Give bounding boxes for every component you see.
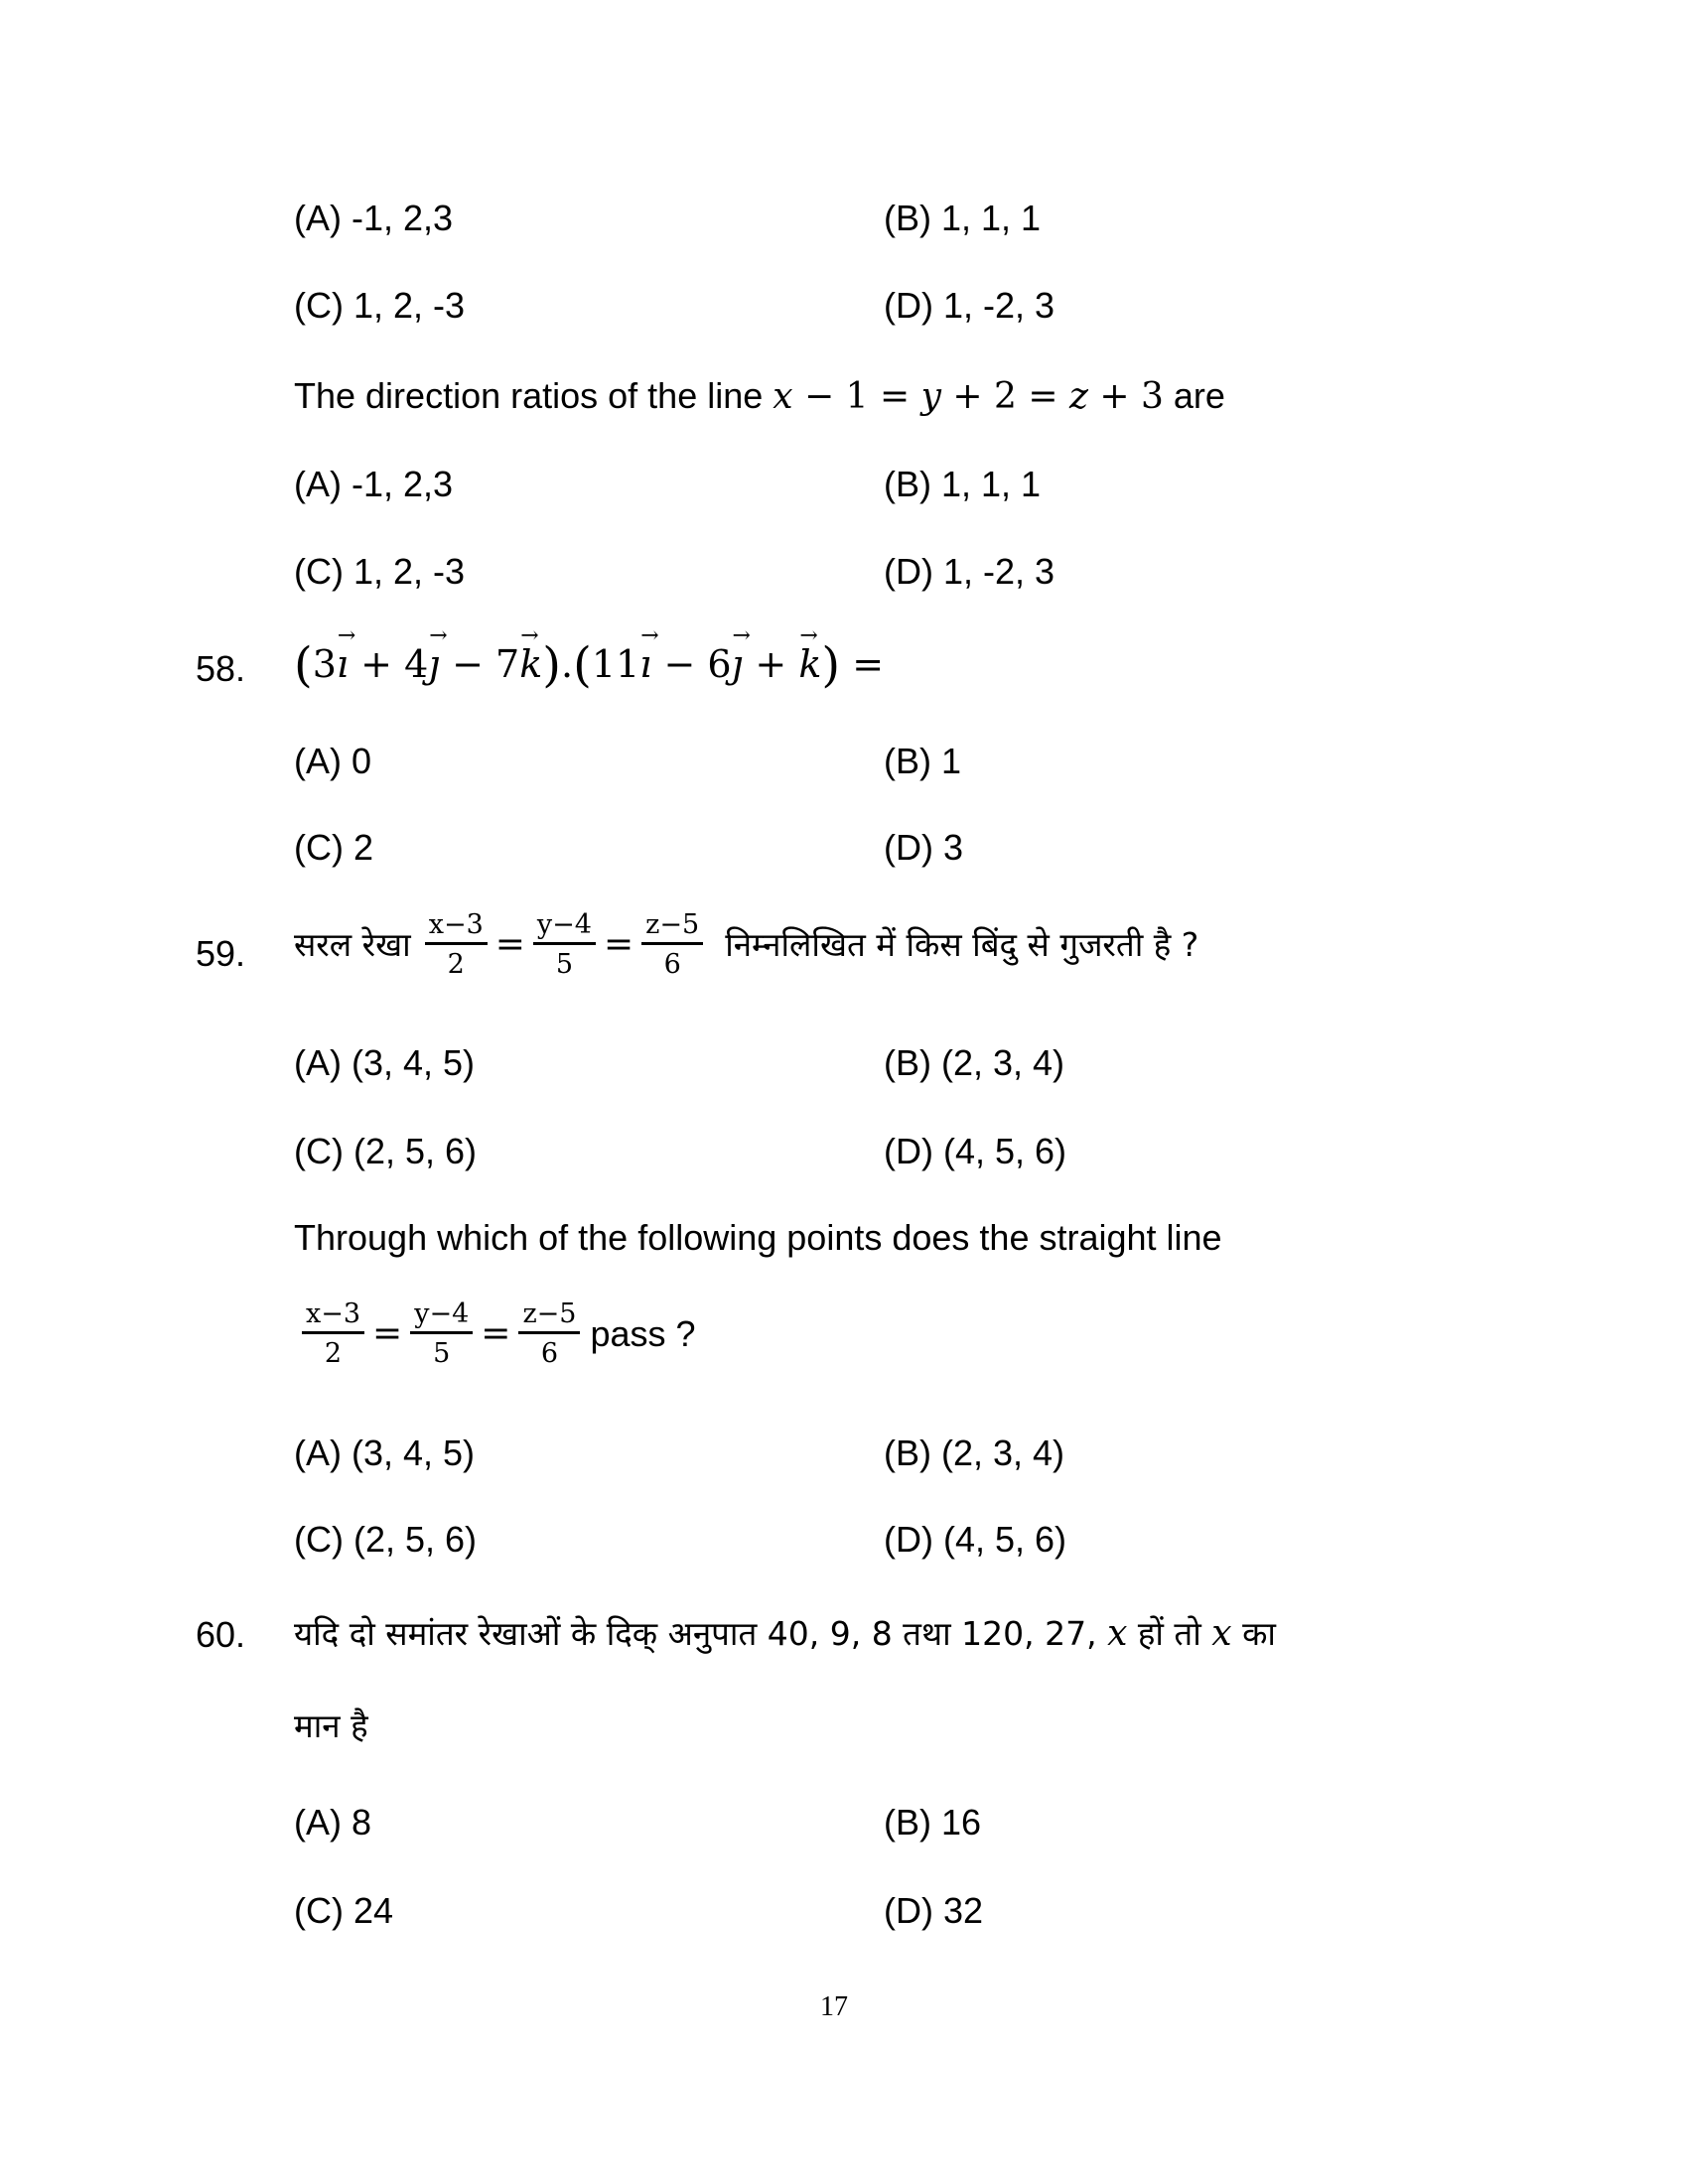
paren: (	[294, 637, 313, 693]
var-z: z	[1068, 376, 1088, 417]
numerator: y−4	[533, 911, 596, 945]
fraction	[533, 911, 596, 978]
question-number: 58.	[196, 648, 246, 689]
option-a: (A) (3, 4, 5)	[294, 1433, 476, 1473]
option-a: (A) 0	[294, 741, 372, 781]
hindi-text: यदि दो समांतर रेखाओं के दिक् अनुपात 40, 9, 8 तथा 120, 27,	[294, 1614, 1108, 1653]
fraction	[425, 911, 488, 978]
fraction	[302, 1300, 364, 1367]
paren: )	[821, 637, 841, 693]
coef: 11	[591, 642, 640, 686]
denominator: 6	[663, 949, 681, 980]
fraction	[410, 1300, 473, 1367]
numerator: z−5	[641, 911, 703, 945]
option-b: (B) (2, 3, 4)	[884, 1433, 1065, 1473]
option-d: (D) (4, 5, 6)	[884, 1519, 1067, 1560]
denominator: 6	[540, 1338, 559, 1369]
option-c: (C) (2, 5, 6)	[294, 1519, 478, 1560]
var-x: x	[773, 376, 793, 417]
option-a: (A) 8	[294, 1802, 372, 1843]
question-60-hindi-line1	[294, 1615, 1276, 1652]
option-d: (D) (4, 5, 6)	[884, 1131, 1067, 1171]
var-y: y	[920, 376, 941, 417]
op: + 4	[349, 642, 429, 686]
option-b: (B) 1, 1, 1	[884, 198, 1042, 238]
question-number: 60.	[196, 1614, 246, 1655]
equals: =	[603, 923, 634, 965]
eq-part: + 2 =	[940, 376, 1069, 417]
question-59-hindi-text	[294, 911, 1198, 978]
equals: =	[372, 1312, 403, 1354]
dot-operator: .	[561, 642, 574, 686]
denominator: 5	[555, 949, 574, 980]
question-58-expression	[294, 637, 885, 693]
question-59-english-line1: Through which of the following points does the straight line	[294, 1217, 1222, 1258]
var-x: x	[1107, 1613, 1128, 1654]
paren: (	[573, 637, 592, 693]
denominator: 2	[324, 1338, 343, 1369]
option-b: (B) 1, 1, 1	[884, 464, 1042, 504]
vector-k: → k	[798, 645, 821, 683]
op: − 6	[651, 642, 732, 686]
denominator: 5	[433, 1338, 451, 1369]
option-c: (C) 1, 2, -3	[294, 551, 466, 592]
option-d: (D) 3	[884, 827, 963, 868]
fraction	[518, 1300, 580, 1367]
vector-k: → k	[519, 645, 542, 683]
option-c: (C) (2, 5, 6)	[294, 1131, 478, 1171]
option-d: (D) 1, -2, 3	[884, 285, 1055, 326]
var-x: x	[1211, 1613, 1232, 1654]
hindi-text: का	[1231, 1614, 1276, 1653]
option-a: (A) (3, 4, 5)	[294, 1042, 476, 1083]
op: − 7	[440, 642, 520, 686]
numerator: z−5	[518, 1300, 580, 1334]
option-c: (C) 2	[294, 827, 373, 868]
hindi-text: हों तो	[1127, 1614, 1212, 1653]
eq-part: − 1 =	[792, 376, 921, 417]
option-d: (D) 32	[884, 1890, 984, 1931]
denominator: 2	[447, 949, 465, 980]
numerator: x−3	[425, 911, 488, 945]
question-59-english-line2	[298, 1300, 696, 1367]
question-text-suffix: are	[1163, 375, 1225, 416]
question-text-prefix: The direction ratios of the line	[294, 375, 774, 416]
option-a: (A) -1, 2,3	[294, 464, 454, 504]
hindi-prefix: सरल रेखा	[294, 925, 411, 964]
equals: =	[494, 923, 525, 965]
question-57-english-text	[294, 375, 1225, 417]
equals: =	[840, 642, 885, 686]
vector-i: → ı	[337, 645, 349, 683]
fraction	[641, 911, 703, 978]
option-b: (B) 1	[884, 741, 962, 781]
option-b: (B) 16	[884, 1802, 982, 1843]
option-a: (A) -1, 2,3	[294, 198, 454, 238]
page-number: 17	[820, 1991, 848, 2022]
question-number: 59.	[196, 933, 246, 974]
vector-j: → ȷ	[428, 645, 440, 683]
vector-i: → ı	[639, 645, 651, 683]
option-c: (C) 1, 2, -3	[294, 285, 466, 326]
vector-j: → ȷ	[732, 645, 744, 683]
english-suffix: pass ?	[590, 1312, 696, 1354]
option-b: (B) (2, 3, 4)	[884, 1042, 1065, 1083]
hindi-suffix: निम्नलिखित में किस बिंदु से गुजरती है ?	[725, 925, 1199, 964]
option-c: (C) 24	[294, 1890, 394, 1931]
equals: =	[481, 1312, 511, 1354]
numerator: x−3	[302, 1300, 364, 1334]
coef: 3	[312, 642, 337, 686]
question-60-hindi-line2: मान है	[294, 1706, 368, 1745]
option-d: (D) 1, -2, 3	[884, 551, 1055, 592]
op: +	[743, 642, 799, 686]
paren: )	[542, 637, 562, 693]
numerator: y−4	[410, 1300, 473, 1334]
eq-part: + 3	[1087, 376, 1164, 417]
